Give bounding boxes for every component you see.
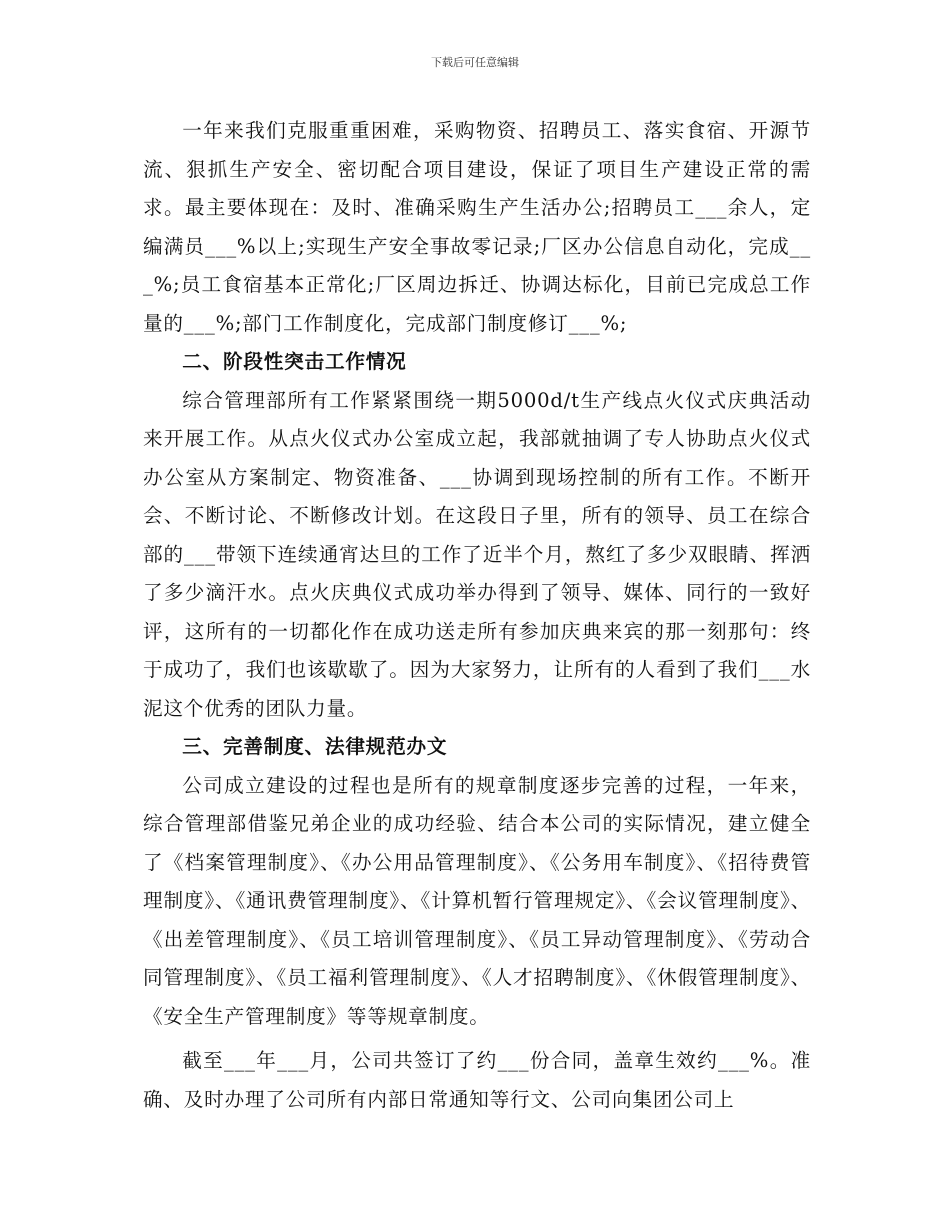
- document-body: [143, 112, 811, 1119]
- section-heading-3: 三、完善制度、法律规范办文: [182, 735, 448, 758]
- paragraph-ignition-ceremony: 综合管理部所有工作紧紧围绕一期5000d/t生产线点火仪式庆典活动来开展工作。从点火仪式办公室成立起，我部就抽调了专人协助点火仪式办公室从方案制定、物资准备、___协调到现场控制的所有工作。不断开会、不断讨论、不断修改计划。在这段日子里，所有的领导、员工在综合部的___带领下连续通宵达旦的工作了近半个月，熬红了多少双眼睛、挥洒了多少滴汗水。点火庆典仪式成功举办得到了领导、媒体、同行的一致好评，这所有的一切都化作在成功送走所有参加庆典来宾的那一刻那句：终于成功了，我们也该歇歇了。因为大家努力，让所有的人看到了我们___水泥这个优秀的团队力量。: [143, 388, 811, 720]
- paragraph-achievements: 一年来我们克服重重困难，采购物资、招聘员工、落实食宿、开源节流、狠抓生产安全、密切配合项目建设，保证了项目生产建设正常的需求。最主要体现在：及时、准确采购生产生活办公;招聘员工___余人，定编满员___%以上;实现生产安全事故零记录;厂区办公信息自动化，完成___%;员工食宿基本正常化;厂区周边拆迁、协调达标化，目前已完成总工作量的___%;部门工作制度化，完成部门制度修订___%;: [143, 119, 811, 335]
- paragraph-regulations: 公司成立建设的过程也是所有的规章制度逐步完善的过程，一年来，综合管理部借鉴兄弟企业的成功经验、结合本公司的实际情况，建立健全了《档案管理制度》、《办公用品管理制度》、《公务用车制度》、《招待费管理制度》、《通讯费管理制度》、《计算机暂行管理规定》、《会议管理制度》、《出差管理制度》、《员工培训管理制度》、《员工异动管理制度》、《劳动合同管理制度》、《员工福利管理制度》、《人才招聘制度》、《休假管理制度》、《安全生产管理制度》等等规章制度。: [143, 773, 811, 1028]
- section-heading-2: 二、阶段性突击工作情况: [182, 350, 407, 373]
- paragraph-contracts: 截至___年___月，公司共签订了约___份合同，盖章生效约___%。准确、及时办理了公司所有内部日常通知等行文、公司向集团公司上: [143, 1049, 811, 1111]
- page-header-note: 下载后可任意编辑: [431, 56, 519, 69]
